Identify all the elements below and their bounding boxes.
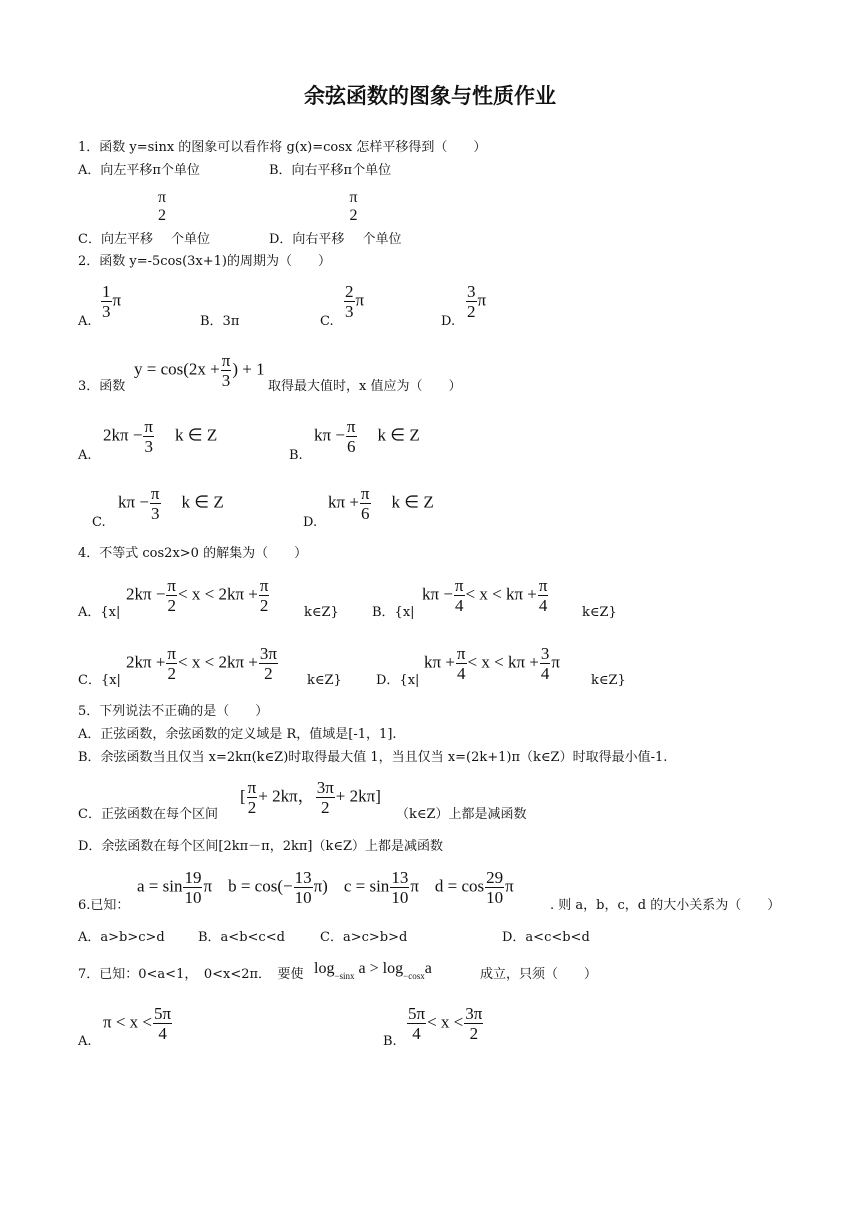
q1-d-den: 2 (349, 207, 358, 224)
q2-stem: 2．函数 y=-5cos(3x+1)的周期为（ ） (78, 254, 331, 269)
q2-a-den: 3 (102, 302, 111, 321)
q1-option-b: B．向右平移π个单位 (269, 163, 392, 178)
q6-a-num: 19 (184, 868, 202, 887)
q3-d-den: 6 (360, 504, 370, 523)
q4-c-den2: 2 (259, 663, 278, 682)
q2-option-b: B．3π (200, 314, 240, 329)
q4-d-den2: 4 (540, 664, 550, 683)
q2-d-num: 3 (467, 282, 476, 301)
q5-c-end: + 2kπ] (335, 786, 381, 806)
q2-option-a-label: A. (78, 314, 92, 329)
q4-option-b-close: k∈Z} (582, 605, 617, 620)
q4-a1: 2kπ − (126, 584, 166, 604)
q6-d-den: 10 (486, 888, 504, 907)
q4-b-den2: 4 (538, 596, 548, 615)
q7-condition (314, 960, 432, 981)
q6-option-a: A．a>b>c>d (78, 930, 165, 945)
q2-d-pi: π (477, 290, 487, 310)
q6-values (137, 869, 514, 906)
q3-function (134, 352, 265, 389)
q1-d-unit: 个单位 (362, 231, 402, 247)
q4-stem: 4．不等式 cos2x>0 的解集为（ ） (78, 546, 308, 561)
q7-b-den2: 2 (464, 1023, 483, 1042)
q4-option-a (126, 577, 270, 614)
q3-option-a (103, 418, 217, 455)
q4-c-num1: π (167, 644, 177, 663)
q3-a-kz: k ∈ Z (175, 425, 218, 445)
q6-b-num: 13 (294, 868, 312, 887)
q5-c-num2: 3π (316, 778, 334, 797)
q6-option-d: D．a<c<b<d (502, 930, 590, 945)
q6-c-pi: π (410, 876, 419, 896)
q3-a-den: 3 (144, 437, 153, 456)
q2-a-pi: π (112, 290, 122, 310)
q4-d1: kπ + (424, 652, 455, 672)
q3-c-den: 3 (150, 504, 160, 523)
q1-d-prefix: D．向右平移 (269, 231, 345, 247)
q5-option-c-suffix: （k∈Z）上都是减函数 (396, 807, 527, 822)
q4-d2: < x < kπ + (467, 652, 539, 672)
q3-func-num: π (221, 351, 231, 370)
q6-suffix: . 则 a，b，c，d 的大小关系为（ ） (550, 898, 781, 913)
q3-c-num: π (150, 484, 160, 503)
q3-c-kz: k ∈ Z (181, 492, 224, 512)
q3-c-pre: kπ − (118, 492, 149, 512)
q5-c-mid: + 2kπ， (258, 786, 315, 806)
q4-b1: kπ − (422, 584, 453, 604)
q4-d-pi: π (551, 652, 560, 672)
q7-option-b (406, 1005, 484, 1042)
q3-func-den: 3 (221, 371, 231, 390)
q4-option-a-label: A．{x| (78, 605, 121, 620)
q6-c-num: 13 (391, 868, 409, 887)
q5-option-a: A．正弦函数，余弦函数的定义域是 R，值域是[-1，1]. (78, 727, 397, 742)
q5-option-c-interval (240, 779, 381, 816)
q3-option-b (314, 418, 420, 455)
q5-option-d: D．余弦函数在每个区间[2kπ－π，2kπ]（k∈Z）上都是减函数 (78, 839, 444, 854)
q4-option-b-label: B．{x| (372, 605, 415, 620)
q6-b-pre: b = cos(− (228, 876, 293, 896)
q6-b-den: 10 (294, 888, 312, 907)
q7-a-den: 4 (153, 1023, 172, 1042)
q2-option-d-label: D. (441, 314, 456, 329)
q3-option-d (328, 485, 434, 522)
q3-b-den: 6 (346, 437, 356, 456)
q1-d-num: π (349, 189, 358, 206)
q4-b-num1: π (454, 576, 464, 595)
q5-c-num1: π (247, 778, 257, 797)
q2-d-den: 2 (467, 302, 476, 321)
q6-a-pre: a = sin (137, 876, 183, 896)
q2-option-c (343, 283, 364, 320)
q1-stem: 1．函数 y=sinx 的图象可以看作将 g(x)=cosx 怎样平移得到（ ） (78, 140, 487, 155)
q4-c1: 2kπ + (126, 652, 166, 672)
q7-b-num2: 3π (465, 1004, 483, 1023)
q6-a-pi: π (203, 876, 213, 896)
q1-c-fraction (157, 190, 167, 224)
q2-c-num: 2 (345, 282, 354, 301)
q4-a-num1: π (167, 576, 177, 595)
q4-a2: < x < 2kπ + (178, 584, 258, 604)
q4-a-num2: π (259, 576, 269, 595)
q6-b-post: π) (313, 876, 328, 896)
q7-b-mid: < x < (427, 1012, 464, 1032)
q3-a-num: π (144, 417, 154, 436)
q3-b-kz: k ∈ Z (377, 425, 420, 445)
q6-stem: 6.已知： (78, 898, 130, 913)
q3-option-b-label: B. (289, 448, 303, 463)
q3-stem: 3．函数 (78, 379, 126, 394)
q7-a-pre: π < x < (103, 1012, 153, 1032)
q4-c-num2: 3π (259, 644, 277, 663)
q4-option-c-label: C．{x| (78, 673, 121, 688)
q4-d-num2: 3 (540, 644, 550, 663)
q2-option-c-label: C. (320, 314, 334, 329)
q1-c-unit: 个单位 (171, 231, 211, 247)
q5-option-c-prefix: C．正弦函数在每个区间 (78, 807, 218, 822)
q3-a-pre: 2kπ − (103, 425, 143, 445)
q7-mid: a > log (358, 960, 404, 977)
q4-c-den1: 2 (167, 664, 176, 683)
q7-option-b-label: B. (383, 1034, 397, 1049)
q5-option-b: B．余弦函数当且仅当 x=2kπ(k∈Z)时取得最大值 1，当且仅当 x=(2k+1)π（k∈Z）时取得最小值-1. (78, 750, 668, 765)
q2-c-pi: π (355, 290, 365, 310)
q3-option-c-label: C. (92, 515, 106, 530)
q6-option-b: B．a<b<c<d (198, 930, 285, 945)
q4-b-num2: π (538, 576, 548, 595)
q2-option-d (465, 283, 486, 320)
q1-option-a: A．向左平移π个单位 (78, 163, 200, 178)
q7-option-a (103, 1005, 173, 1042)
q6-a-den: 10 (184, 888, 202, 907)
q4-d-den1: 4 (456, 664, 466, 683)
q1-c-den: 2 (157, 207, 166, 224)
q3-option-a-label: A. (78, 448, 92, 463)
q7-stem: 7．已知：0<a<1， 0<x<2π． 要使 (78, 967, 304, 982)
q6-d-pre: d = cos (434, 876, 485, 896)
q3-d-kz: k ∈ Z (391, 492, 434, 512)
q4-b-den1: 4 (454, 596, 464, 615)
q1-option-d (269, 189, 402, 247)
q7-option-a-label: A. (78, 1034, 92, 1049)
q3-option-d-label: D. (303, 515, 318, 530)
q5-c-open: [ (240, 786, 246, 806)
q7-b-den1: 4 (407, 1023, 426, 1042)
q2-c-den: 3 (345, 302, 354, 321)
q3-option-c (118, 485, 224, 522)
q7-sub2: −cosx (403, 971, 425, 981)
q3-b-num: π (346, 417, 356, 436)
q2-a-num: 1 (102, 282, 111, 301)
q6-d-pi: π (505, 876, 514, 896)
q4-b2: < x < kπ + (465, 584, 537, 604)
q4-c2: < x < 2kπ + (178, 652, 258, 672)
q4-a-den2: 2 (259, 596, 269, 615)
q3-suffix: 取得最大值时，x 值应为（ ） (268, 379, 462, 394)
q7-end: a (424, 960, 432, 977)
q1-option-c (78, 189, 211, 247)
q6-c-den: 10 (391, 888, 409, 907)
q4-a-den1: 2 (167, 596, 176, 615)
q3-d-num: π (360, 484, 370, 503)
q6-c-pre: c = sin (343, 876, 390, 896)
q1-d-fraction (348, 190, 358, 224)
q1-c-num: π (157, 189, 167, 206)
q3-func-pre: y = cos(2x + (134, 359, 220, 379)
q7-log1: log (314, 960, 335, 977)
q7-b-num1: 5π (408, 1004, 426, 1023)
q5-stem: 5．下列说法不正确的是（ ） (78, 704, 269, 719)
q4-option-b (422, 577, 549, 614)
page-title: 余弦函数的图象与性质作业 (304, 84, 556, 108)
q4-option-a-close: k∈Z} (304, 605, 339, 620)
q5-c-den1: 2 (247, 798, 257, 817)
q3-func-post: ) + 1 (232, 359, 265, 379)
q3-d-pre: kπ + (328, 492, 359, 512)
q4-option-d-label: D．{x| (376, 673, 420, 688)
q3-b-pre: kπ − (314, 425, 345, 445)
q4-option-c-close: k∈Z} (307, 673, 342, 688)
q4-option-d (424, 645, 560, 682)
q7-suffix: 成立，只须（ ） (480, 967, 598, 982)
q2-option-a (100, 283, 121, 320)
q1-c-prefix: C．向左平移 (78, 231, 153, 247)
q4-d-num1: π (456, 644, 466, 663)
q6-d-num: 29 (486, 868, 504, 887)
q7-a-num: 5π (154, 1004, 172, 1023)
q4-option-d-close: k∈Z} (591, 673, 626, 688)
q6-option-c: C．a>c>b>d (320, 930, 408, 945)
q4-option-c (126, 645, 279, 682)
q5-c-den2: 2 (316, 797, 335, 816)
q7-sub1: −sinx (334, 971, 355, 981)
